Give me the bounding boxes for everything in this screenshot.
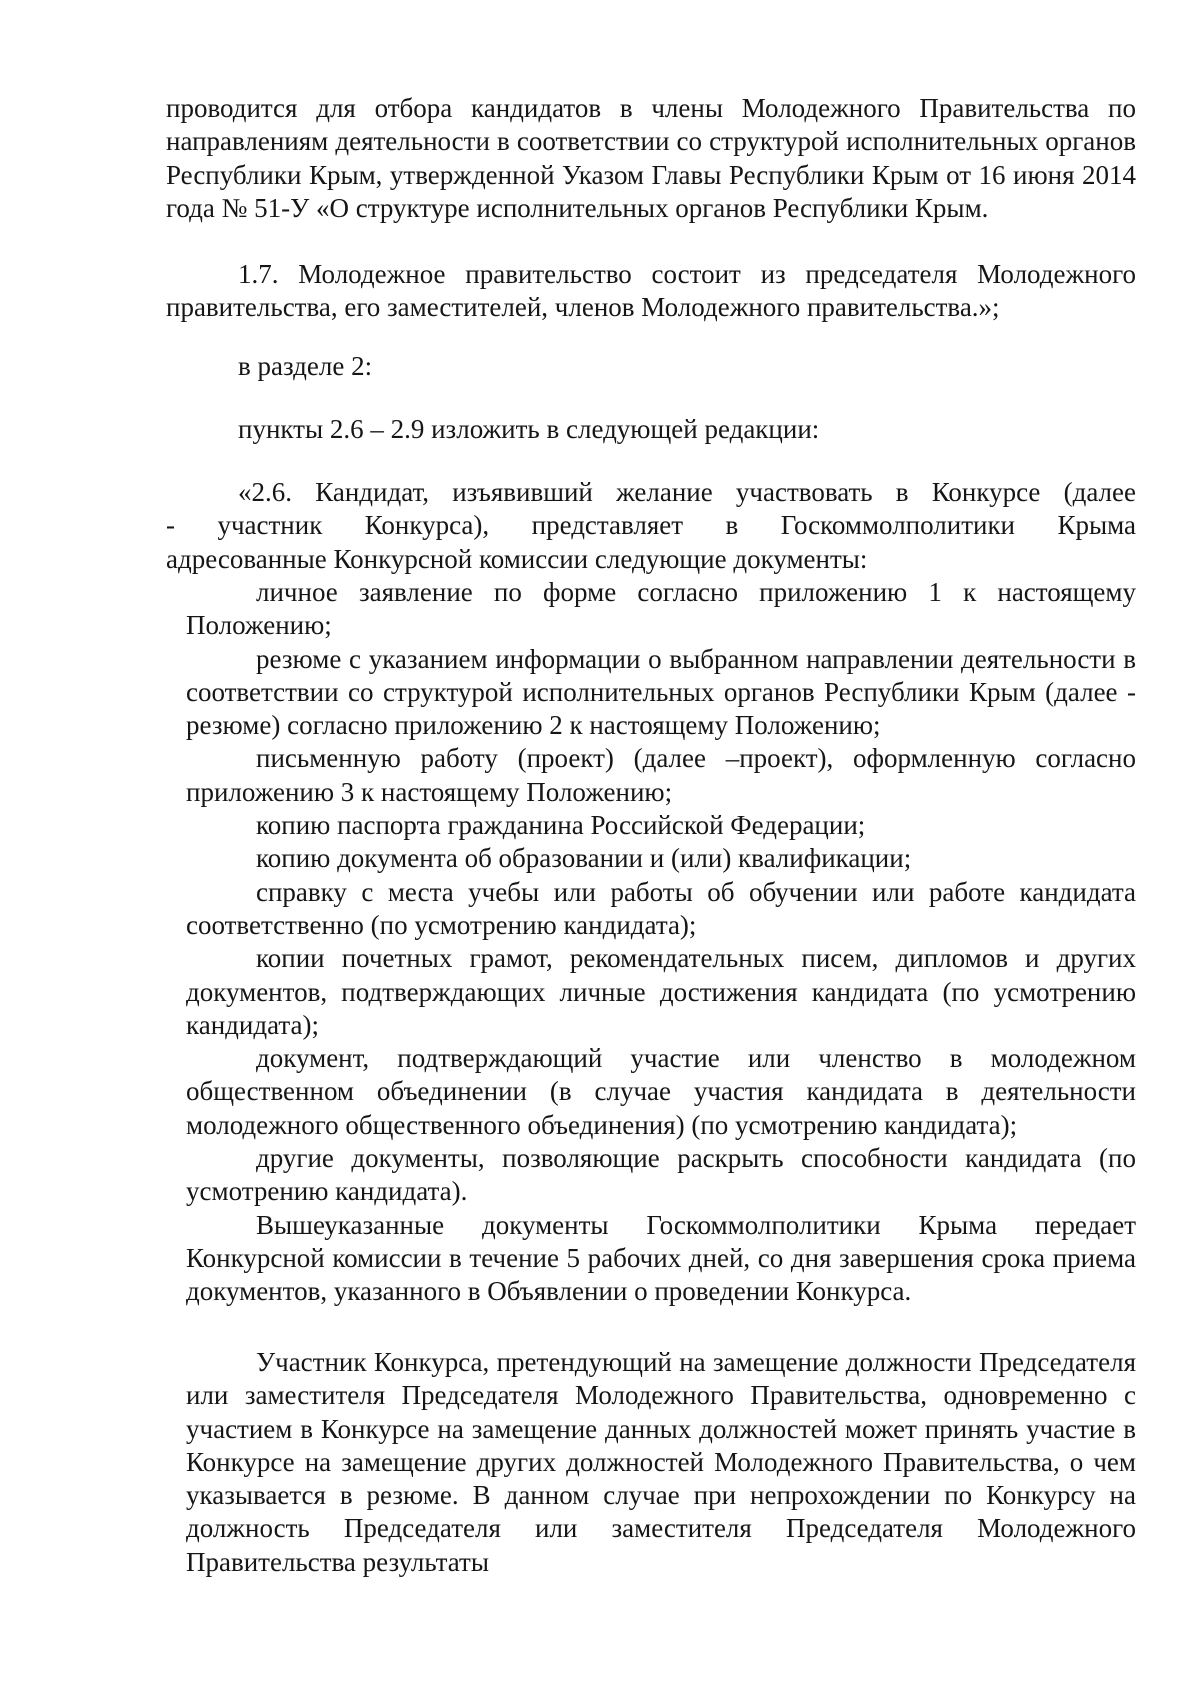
list-item: справку с места учебы или работы об обучении или работе кандидата соответственно (по усмотрению кандидата); <box>186 876 1136 940</box>
paragraph-2-6-line-2: - участник Конкурса), представляет в Госкоммолполитики Крыма <box>166 510 1136 541</box>
list-item: документ, подтверждающий участие или членство в молодежном общественном объединении (в случае участия кандидата в деятельности молодежного общественного объединения) (по усмотрению кандидата); <box>186 1043 1136 1140</box>
paragraph-2-6-line-1: «2.6. Кандидат, изъявивший желание участвовать в Конкурсе (далее <box>238 477 1136 507</box>
list-item: копию паспорта гражданина Российской Федерации; <box>256 810 866 841</box>
list-item: копию документа об образовании и (или) квалификации; <box>256 843 912 874</box>
paragraph-transfer: Вышеуказанные документы Госкоммолполитики Крыма передает Конкурсной комиссии в течение 5 рабочих дней, со дня завершения срока приема документов, указанного в Объявлении о проведении Конкурса. <box>186 1209 1136 1307</box>
list-item: личное заявление по форме согласно приложению 1 к настоящему Положению; <box>186 577 1136 641</box>
list-item: письменную работу (проект) (далее –проект), оформленную согласно приложению 3 к настоящему Положению; <box>186 743 1136 807</box>
paragraph-2-6-line-3: адресованные Конкурсной комиссии следующие документы: <box>166 543 868 574</box>
paragraph-points: пункты 2.6 – 2.9 изложить в следующей редакции: <box>238 414 820 444</box>
list-item: резюме с указанием информации о выбранном направлении деятельности в соответствии со структурой исполнительных органов Республики Крым (далее - резюме) согласно приложению 2 к настоящему Положению; <box>186 643 1136 741</box>
documents-list <box>186 576 1136 1309</box>
paragraph-intro: проводится для отбора кандидатов в члены Молодежного Правительства по направлениям деятельности в соответствии со структурой исполнительных органов Республики Крым, утвержденной Указом Главы Республики Крым от 16 июня 2014 года № 51-У «О структуре исполнительных органов Республики Крым. <box>166 93 1136 223</box>
paragraph-1-7: 1.7. Молодежное правительство состоит из председателя Молодежного правительства, его заместителей, членов Молодежного правительства.»; <box>166 259 1136 323</box>
paragraph-section-2: в разделе 2: <box>238 351 373 381</box>
paragraph-2-6 <box>166 476 1136 576</box>
list-item: копии почетных грамот, рекомендательных писем, дипломов и других документов, подтверждающих личные достижения кандидата (по усмотрению кандидата); <box>186 943 1136 1040</box>
paragraph-participant: Участник Конкурса, претендующий на замещение должности Председателя или заместителя Председателя Молодежного Правительства, одновременно с участием в Конкурсе на замещение данных должностей может принять участие в Конкурсе на замещение других должностей Молодежного Правительства, о чем указывается в резюме. В данном случае при непрохождении по Конкурсу на должность Председателя или заместителя Председателя Молодежного Правительства результаты <box>186 1347 1136 1577</box>
list-item: другие документы, позволяющие раскрыть способности кандидата (по усмотрению кандидата). <box>186 1143 1136 1207</box>
